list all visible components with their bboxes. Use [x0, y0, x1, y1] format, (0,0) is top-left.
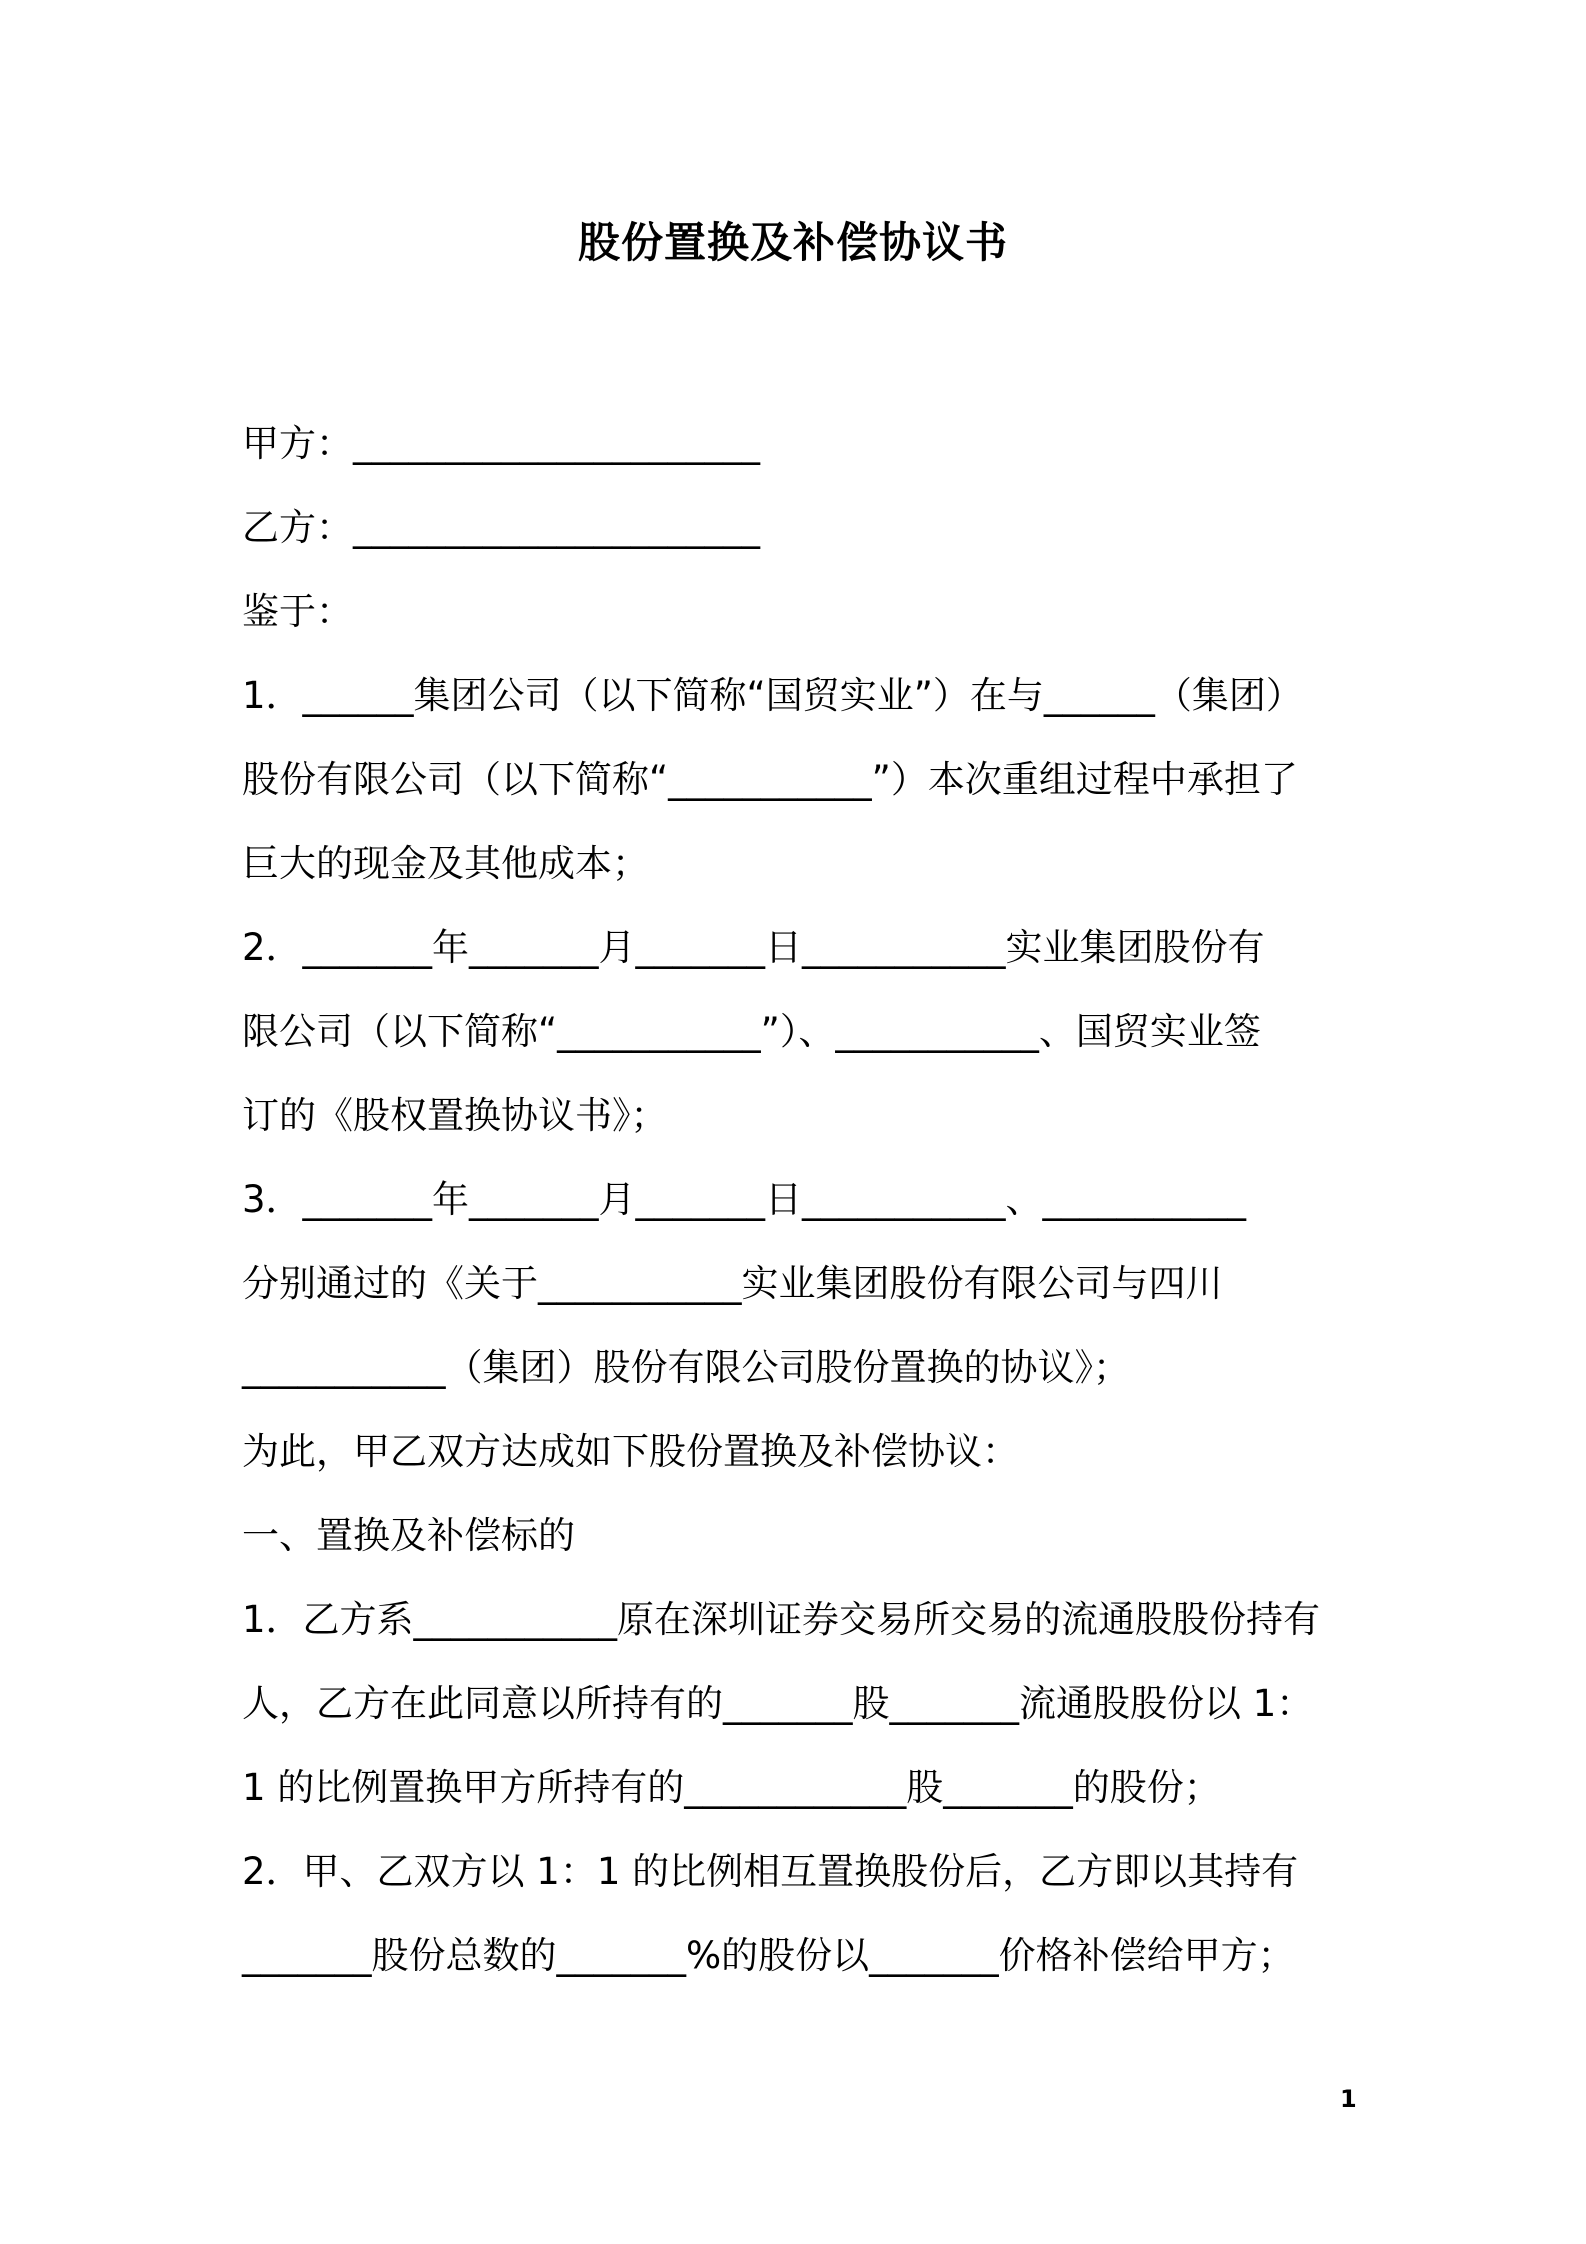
- party-b-line: 乙方：______________________: [242, 506, 760, 549]
- text-line: 1．______集团公司（以下简称“国贸实业”）在与______（集团）: [242, 674, 1303, 717]
- text-line: 限公司（以下简称“___________”）、___________、国贸实业签: [242, 1010, 1261, 1053]
- text-line: 为此，甲乙双方达成如下股份置换及补偿协议：: [242, 1430, 1019, 1473]
- text-line: 2．_______年_______月_______日___________实业集团股份有: [242, 926, 1265, 969]
- text-line: ___________（集团）股份有限公司股份置换的协议》；: [242, 1346, 1130, 1389]
- whereas-heading: 鉴于：: [242, 590, 353, 633]
- text-line: 分别通过的《关于___________实业集团股份有限公司与四川: [242, 1262, 1223, 1305]
- text-line: 3．_______年_______月_______日___________、___________: [242, 1178, 1247, 1221]
- text-line: 股份有限公司（以下简称“___________”）本次重组过程中承担了: [242, 758, 1298, 801]
- text-line: 订的《股权置换协议书》；: [242, 1094, 668, 1137]
- page-number: 1: [1340, 2085, 1357, 2113]
- text-line: 1．乙方系___________原在深圳证券交易所交易的流通股股份持有: [242, 1598, 1321, 1641]
- document-body: [242, 402, 1358, 1998]
- text-line: 人，乙方在此同意以所持有的_______股_______流通股股份以 1：: [242, 1682, 1314, 1725]
- party-a-line: 甲方：______________________: [242, 422, 760, 465]
- text-line: 巨大的现金及其他成本；: [242, 842, 649, 885]
- text-line: 1 的比例置换甲方所持有的____________股_______的股份；: [242, 1766, 1221, 1809]
- text-line: _______股份总数的_______%的股份以_______价格补偿给甲方；: [242, 1934, 1295, 1977]
- section-heading: 一、置换及补偿标的: [242, 1514, 575, 1557]
- text-line: 2．甲、乙双方以 1：1 的比例相互置换股份后，乙方即以其持有: [242, 1850, 1299, 1893]
- document-title: 股份置换及补偿协议书: [577, 218, 1008, 267]
